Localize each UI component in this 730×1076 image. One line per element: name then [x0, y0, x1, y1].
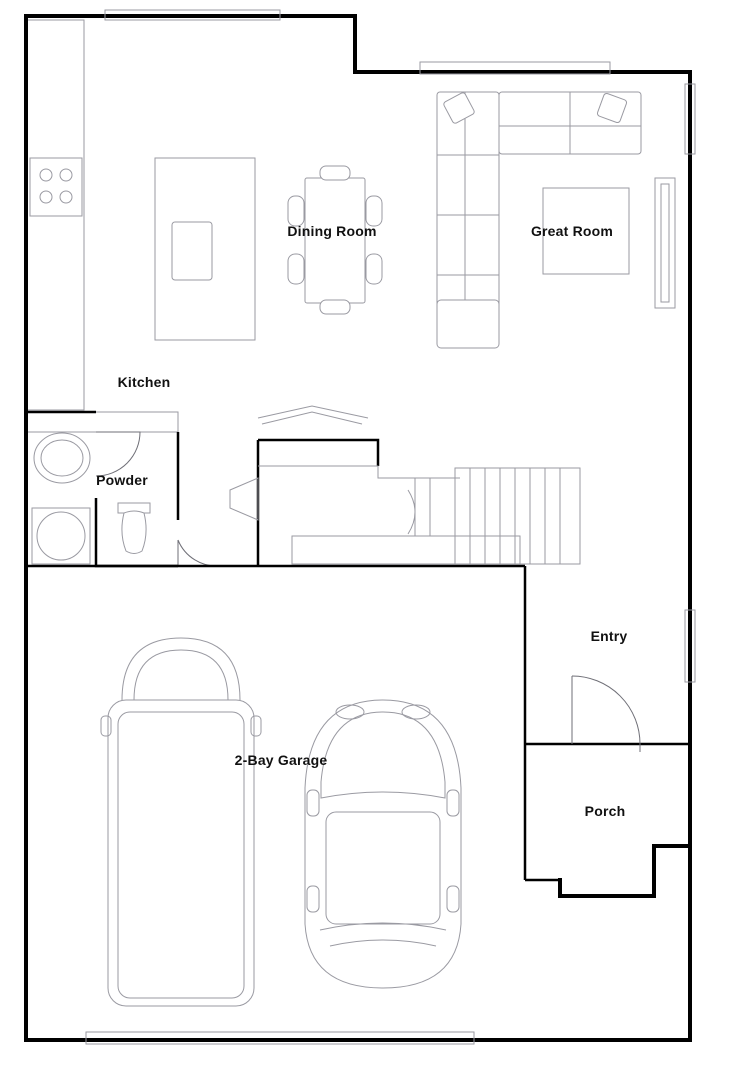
room-label-entry: Entry	[590, 628, 628, 644]
entry-porch-walls	[525, 744, 690, 896]
stairs-icon	[230, 406, 580, 564]
room-label-great-room: Great Room	[530, 223, 614, 239]
kitchen-island-icon	[155, 158, 255, 340]
room-label-kitchen: Kitchen	[117, 374, 171, 390]
room-label-powder: Powder	[96, 472, 148, 488]
toilet-icon	[118, 503, 150, 554]
room-label-garage: 2-Bay Garage	[234, 752, 328, 768]
car-right-icon	[305, 700, 461, 988]
dining-set-icon	[288, 166, 382, 314]
room-label-porch: Porch	[584, 803, 626, 819]
entry-door-swing-icon	[572, 676, 640, 752]
range-cooktop-icon	[30, 158, 82, 216]
car-left-icon	[101, 638, 261, 1006]
room-label-dining-room: Dining Room	[287, 223, 377, 239]
kitchen-fixtures	[28, 20, 255, 432]
sectional-sofa-icon	[437, 92, 641, 348]
powder-fixtures	[32, 432, 220, 566]
garage-walls	[28, 566, 474, 1044]
great-room-right-window-panel	[655, 178, 675, 308]
